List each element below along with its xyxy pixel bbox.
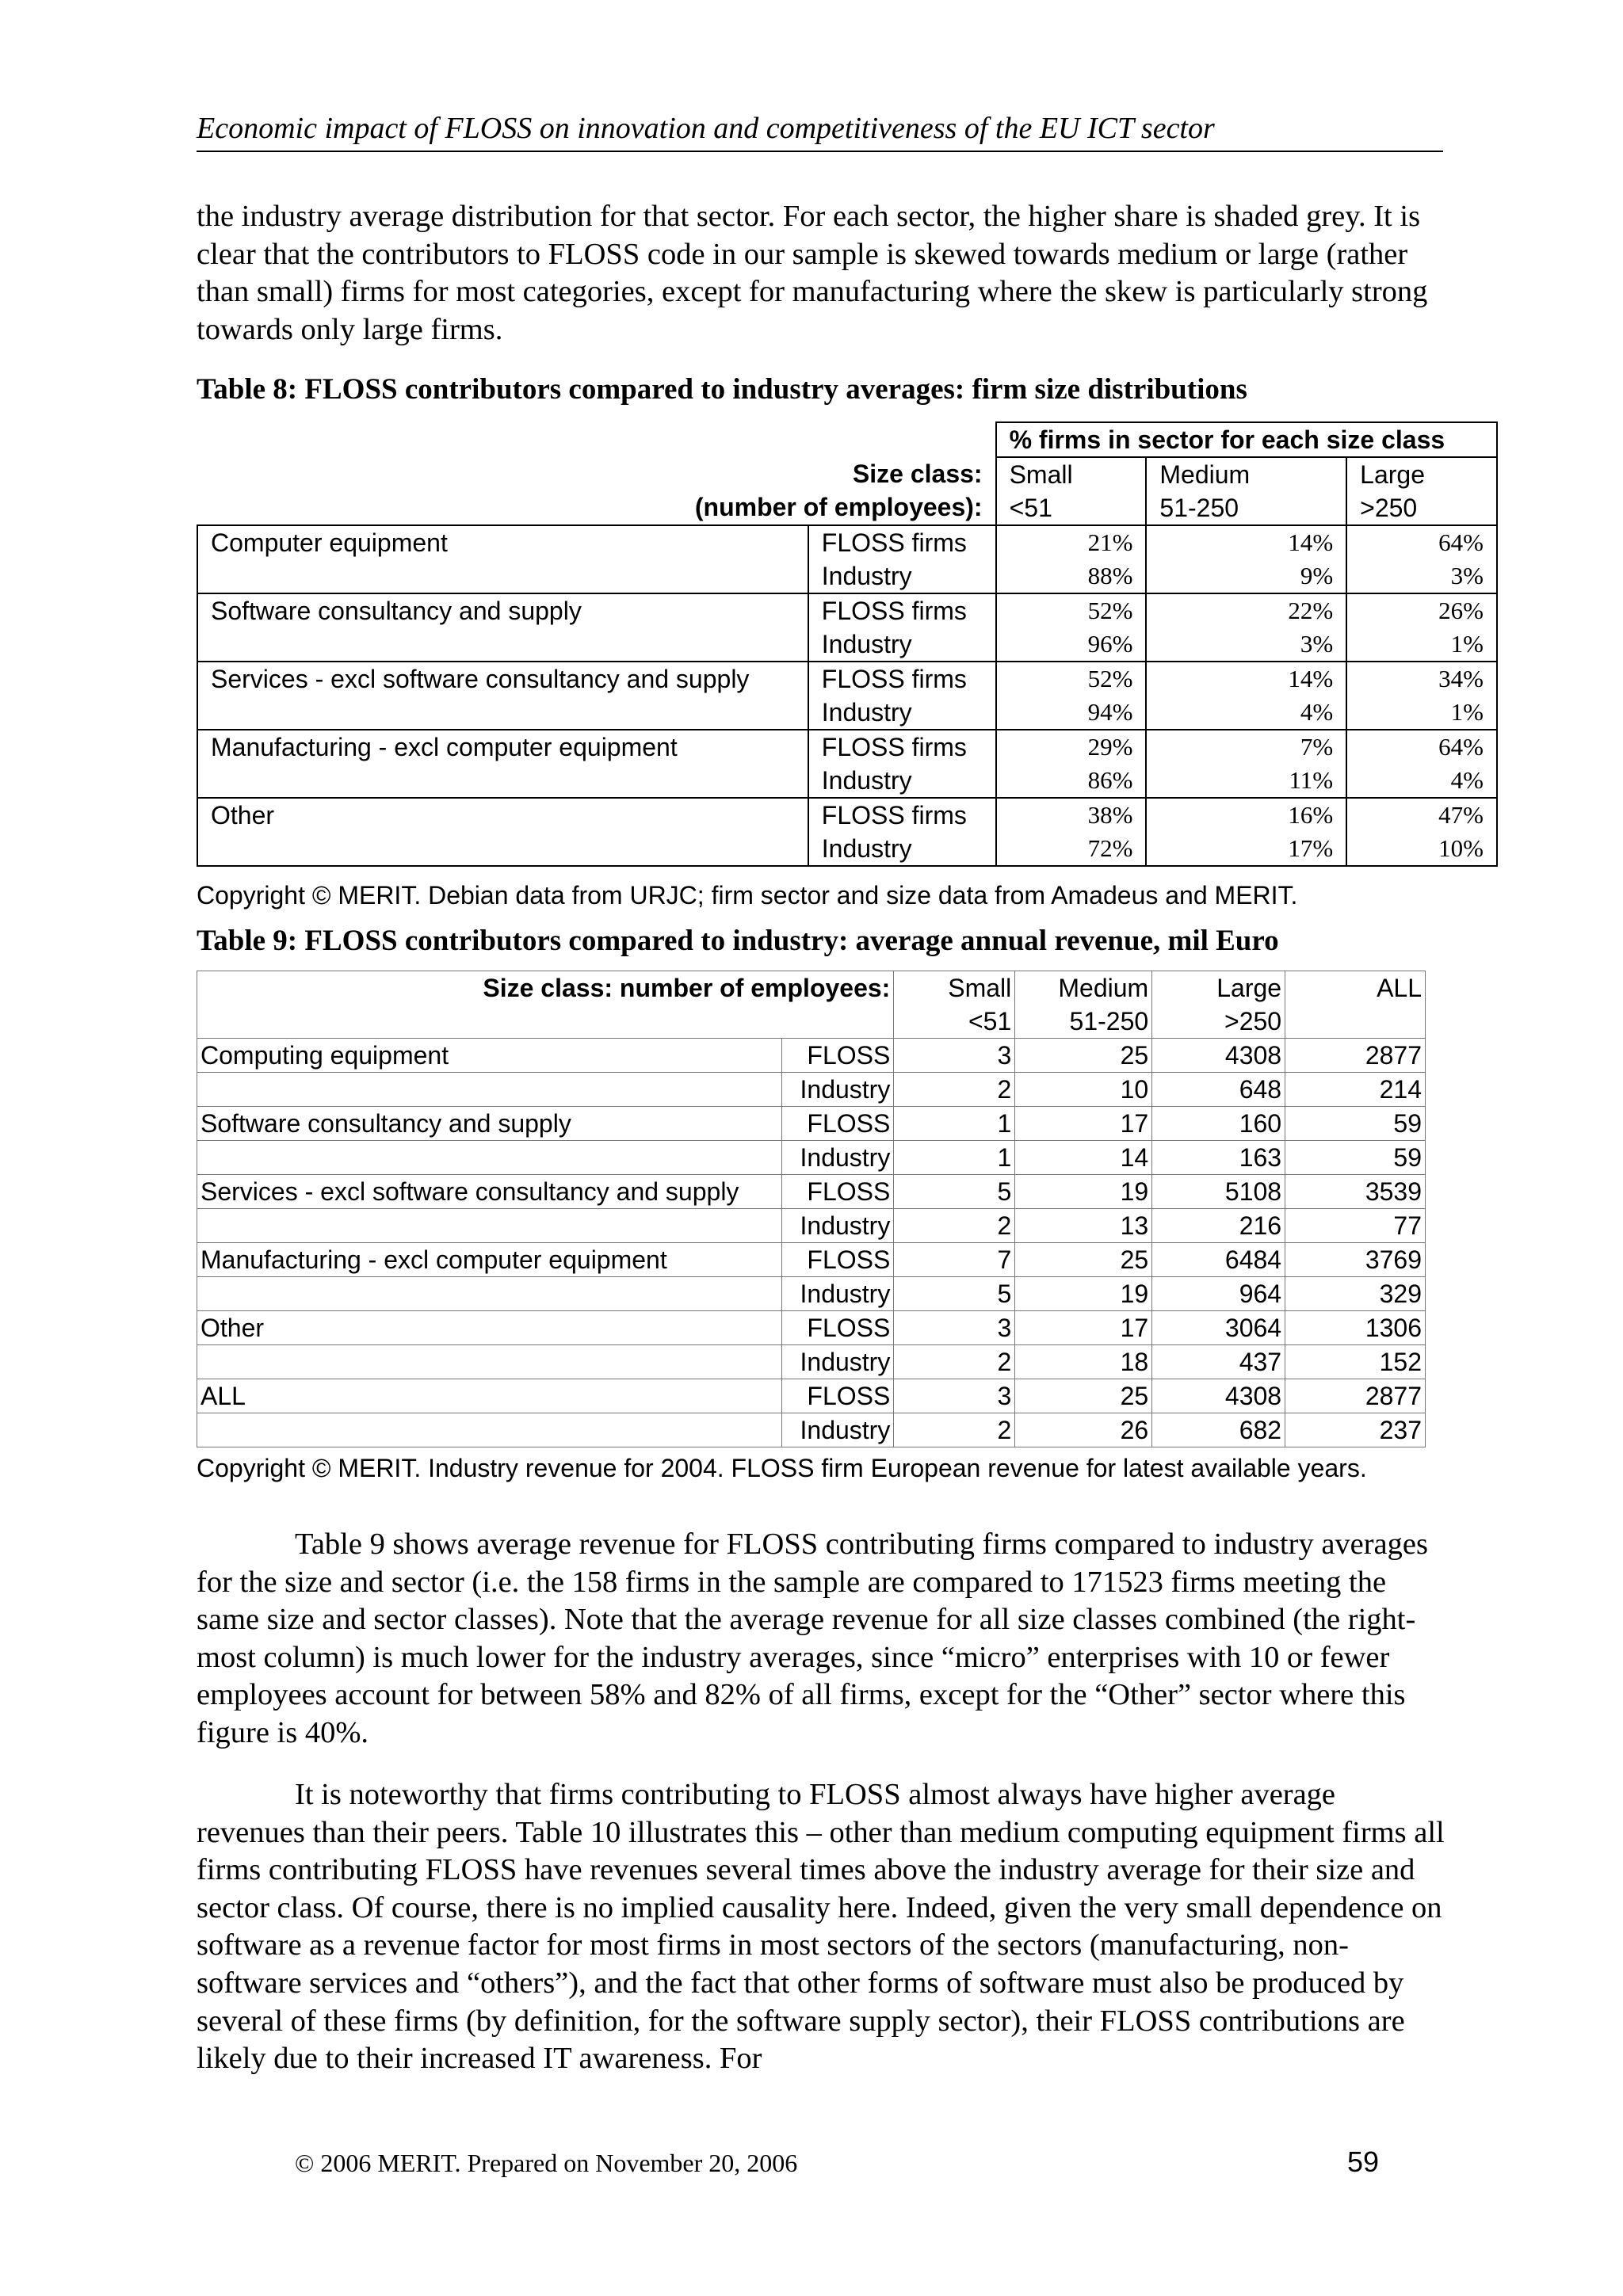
value-cell: 59 xyxy=(1285,1107,1426,1141)
value-cell: 17 xyxy=(1015,1107,1152,1141)
value-cell: 14 xyxy=(1015,1141,1152,1175)
table-row xyxy=(197,1039,1426,1073)
table9 xyxy=(197,971,1426,1447)
table-row xyxy=(197,1311,1426,1345)
row-type-label: Industry xyxy=(808,832,996,866)
value-cell: 72% xyxy=(996,832,1147,866)
value-cell: 16% xyxy=(1146,798,1346,832)
value-cell: 329 xyxy=(1285,1277,1426,1311)
value-cell: 18 xyxy=(1015,1345,1152,1379)
row-type-label: FLOSS firms xyxy=(808,525,996,559)
value-cell: 13 xyxy=(1015,1209,1152,1243)
value-cell: 214 xyxy=(1285,1073,1426,1107)
col-header-small xyxy=(894,971,1015,1039)
paragraph-2 xyxy=(197,1526,1449,1753)
value-cell: 3 xyxy=(894,1379,1015,1413)
col-header-large xyxy=(1346,457,1497,525)
value-cell: 25 xyxy=(1015,1243,1152,1277)
sector-label: Manufacturing - excl computer equipment xyxy=(197,730,808,764)
col-name: Small xyxy=(948,974,1012,1002)
value-cell: 94% xyxy=(996,696,1147,730)
table-row xyxy=(197,1379,1426,1413)
value-cell: 2 xyxy=(894,1209,1015,1243)
value-cell: 86% xyxy=(996,764,1147,798)
value-cell: 237 xyxy=(1285,1413,1426,1447)
table-row xyxy=(197,1073,1426,1107)
col-range: >250 xyxy=(1224,1007,1282,1035)
value-cell: 64% xyxy=(1346,730,1497,764)
value-cell: 2877 xyxy=(1285,1039,1426,1073)
footer-text: © 2006 MERIT. Prepared on November 20, 2006 xyxy=(295,2149,798,2177)
value-cell: 14% xyxy=(1146,662,1346,696)
table-row xyxy=(197,1413,1426,1447)
row-type-label: FLOSS xyxy=(782,1107,894,1141)
value-cell: 3064 xyxy=(1152,1311,1285,1345)
value-cell: 3% xyxy=(1146,627,1346,662)
table-row xyxy=(197,525,1497,559)
value-cell: 152 xyxy=(1285,1345,1426,1379)
row-type-label: FLOSS xyxy=(782,1311,894,1345)
value-cell: 38% xyxy=(996,798,1147,832)
table-row xyxy=(197,832,1497,866)
value-cell: 14% xyxy=(1146,525,1346,559)
row-type-label: Industry xyxy=(782,1141,894,1175)
value-cell: 2 xyxy=(894,1413,1015,1447)
row-type-label: Industry xyxy=(808,764,996,798)
value-cell: 7 xyxy=(894,1243,1015,1277)
value-cell: 1 xyxy=(894,1141,1015,1175)
sector-label: Other xyxy=(197,798,808,832)
paragraph-3 xyxy=(197,1776,1449,2078)
value-cell: 25 xyxy=(1015,1379,1152,1413)
value-cell: 11% xyxy=(1146,764,1346,798)
col-range: <51 xyxy=(1009,494,1052,522)
table-row xyxy=(197,593,1497,627)
value-cell: 17% xyxy=(1146,832,1346,866)
value-cell: 648 xyxy=(1152,1073,1285,1107)
sector-label: Other xyxy=(197,1311,782,1345)
table9-copyright: Copyright © MERIT. Industry revenue for 2004. FLOSS firm European revenue for latest available years. xyxy=(197,1454,1367,1482)
row-type-label: FLOSS xyxy=(782,1175,894,1209)
table9-caption: Table 9: FLOSS contributors compared to industry: average annual revenue, mil Euro xyxy=(197,925,1279,957)
value-cell: 88% xyxy=(996,559,1147,593)
table-row xyxy=(197,662,1497,696)
row-type-label: FLOSS xyxy=(782,1243,894,1277)
row-type-label: FLOSS xyxy=(782,1379,894,1413)
value-cell: 216 xyxy=(1152,1209,1285,1243)
table-row xyxy=(197,1243,1426,1277)
col-header-medium xyxy=(1015,971,1152,1039)
sector-label: Computer equipment xyxy=(197,525,808,559)
row-type-label: Industry xyxy=(808,559,996,593)
row-type-label: Industry xyxy=(782,1345,894,1379)
value-cell: 26% xyxy=(1346,593,1497,627)
value-cell: 2 xyxy=(894,1073,1015,1107)
row-type-label: Industry xyxy=(808,627,996,662)
value-cell: 5 xyxy=(894,1277,1015,1311)
col-name: Small xyxy=(1009,460,1073,489)
value-cell: 25 xyxy=(1015,1039,1152,1073)
table8 xyxy=(197,421,1498,867)
col-name: Large xyxy=(1216,974,1282,1002)
table9-size-label: Size class: number of employees: xyxy=(197,971,894,1039)
value-cell: 1% xyxy=(1346,627,1497,662)
value-cell: 3769 xyxy=(1285,1243,1426,1277)
table-row xyxy=(197,764,1497,798)
value-cell: 5108 xyxy=(1152,1175,1285,1209)
row-type-label: FLOSS xyxy=(782,1039,894,1073)
value-cell: 4308 xyxy=(1152,1379,1285,1413)
row-type-label: FLOSS firms xyxy=(808,730,996,764)
running-header: Economic impact of FLOSS on innovation and competitiveness of the EU ICT sector xyxy=(197,111,1443,152)
table-row xyxy=(197,1345,1426,1379)
table8-caption: Table 8: FLOSS contributors compared to industry averages: firm size distributions xyxy=(197,373,1247,406)
value-cell: 19 xyxy=(1015,1175,1152,1209)
table-row xyxy=(197,798,1497,832)
size-label-line1: Size class: xyxy=(852,460,983,488)
value-cell: 3 xyxy=(894,1039,1015,1073)
value-cell: 64% xyxy=(1346,525,1497,559)
value-cell: 59 xyxy=(1285,1141,1426,1175)
row-type-label: Industry xyxy=(782,1073,894,1107)
value-cell: 3539 xyxy=(1285,1175,1426,1209)
value-cell: 52% xyxy=(996,662,1147,696)
row-type-label: FLOSS firms xyxy=(808,798,996,832)
row-type-label: Industry xyxy=(782,1209,894,1243)
col-header-small xyxy=(996,457,1147,525)
value-cell: 47% xyxy=(1346,798,1497,832)
table-row xyxy=(197,1277,1426,1311)
row-type-label: Industry xyxy=(808,696,996,730)
sector-label: Software consultancy and supply xyxy=(197,593,808,627)
size-label-line2: (number of employees): xyxy=(694,493,983,521)
row-type-label: FLOSS firms xyxy=(808,662,996,696)
table-row xyxy=(197,627,1497,662)
value-cell: 29% xyxy=(996,730,1147,764)
value-cell: 2 xyxy=(894,1345,1015,1379)
sector-label: Computing equipment xyxy=(197,1039,782,1073)
value-cell: 22% xyxy=(1146,593,1346,627)
col-range: 51-250 xyxy=(1159,494,1239,522)
table8-size-label xyxy=(197,457,996,525)
table-row xyxy=(197,730,1497,764)
value-cell: 1% xyxy=(1346,696,1497,730)
value-cell: 3 xyxy=(894,1311,1015,1345)
table-row xyxy=(197,696,1497,730)
value-cell: 77 xyxy=(1285,1209,1426,1243)
sector-label: Software consultancy and supply xyxy=(197,1107,782,1141)
row-type-label: Industry xyxy=(782,1277,894,1311)
col-range: <51 xyxy=(968,1007,1012,1035)
table8-copyright: Copyright © MERIT. Debian data from URJC; firm sector and size data from Amadeus and MERIT. xyxy=(197,881,1298,910)
value-cell: 1 xyxy=(894,1107,1015,1141)
table-row xyxy=(197,559,1497,593)
col-header-large xyxy=(1152,971,1285,1039)
value-cell: 4% xyxy=(1146,696,1346,730)
value-cell: 10% xyxy=(1346,832,1497,866)
col-name: Medium xyxy=(1058,974,1149,1002)
col-name: ALL xyxy=(1377,974,1422,1002)
sector-label: ALL xyxy=(197,1379,782,1413)
value-cell: 4308 xyxy=(1152,1039,1285,1073)
col-header-medium xyxy=(1146,457,1346,525)
value-cell: 96% xyxy=(996,627,1147,662)
value-cell: 682 xyxy=(1152,1413,1285,1447)
value-cell: 10 xyxy=(1015,1073,1152,1107)
value-cell: 19 xyxy=(1015,1277,1152,1311)
value-cell: 52% xyxy=(996,593,1147,627)
paragraph-2-text: Table 9 shows average revenue for FLOSS contributing firms compared to industry averages for the size and sector (i.e. the 158 firms in the sample are compared to 171523 firms meeting the same size and sector classes). Note that the average revenue for all size classes combined (the right-most column) is much lower for the industry averages, since “micro” enterprises with 10 or fewer employees account for between 58% and 82% of all firms, except for the “Other” sector where this figure is 40%. xyxy=(197,1527,1428,1749)
table-row xyxy=(197,1141,1426,1175)
table-row xyxy=(197,1209,1426,1243)
value-cell: 9% xyxy=(1146,559,1346,593)
paragraph-3-text: It is noteworthy that firms contributing to FLOSS almost always have higher average revenues than their peers. Table 10 illustrates this – other than medium computing equipment firms all firms contributing FLOSS have revenues several times above the industry average for their size and sector class. Of course, there is no implied causality here. Indeed, given the very small dependence on software as a revenue factor for most firms in most sectors of the sectors (manufacturing, non-software services and “others”), and the fact that other forms of software must also be produced by several of these firms (by definition, for the software supply sector), their FLOSS contributions are likely due to their increased IT awareness. For xyxy=(197,1778,1445,2076)
sector-label: Manufacturing - excl computer equipment xyxy=(197,1243,782,1277)
value-cell: 2877 xyxy=(1285,1379,1426,1413)
value-cell: 160 xyxy=(1152,1107,1285,1141)
table8-group-header: % firms in sector for each size class xyxy=(996,422,1497,457)
row-type-label: FLOSS firms xyxy=(808,593,996,627)
intro-paragraph-text: the industry average distribution for that sector. For each sector, the higher share is shaded grey. It is clear that the contributors to FLOSS code in our sample is skewed towards medium or large (rather than small) firms for most categories, except for manufacturing where the skew is particularly strong towards only large firms. xyxy=(197,200,1428,346)
col-range: 51-250 xyxy=(1069,1007,1149,1035)
value-cell: 964 xyxy=(1152,1277,1285,1311)
value-cell: 5 xyxy=(894,1175,1015,1209)
value-cell: 7% xyxy=(1146,730,1346,764)
value-cell: 1306 xyxy=(1285,1311,1426,1345)
row-type-label: Industry xyxy=(782,1413,894,1447)
value-cell: 437 xyxy=(1152,1345,1285,1379)
page-number: 59 xyxy=(1347,2145,1380,2178)
intro-paragraph xyxy=(197,198,1449,349)
col-header-all xyxy=(1285,971,1426,1039)
col-name: Medium xyxy=(1159,460,1251,489)
value-cell: 3% xyxy=(1346,559,1497,593)
value-cell: 34% xyxy=(1346,662,1497,696)
table-row xyxy=(197,1107,1426,1141)
col-range: >250 xyxy=(1360,494,1418,522)
value-cell: 17 xyxy=(1015,1311,1152,1345)
value-cell: 26 xyxy=(1015,1413,1152,1447)
value-cell: 6484 xyxy=(1152,1243,1285,1277)
table-row xyxy=(197,1175,1426,1209)
value-cell: 21% xyxy=(996,525,1147,559)
sector-label: Services - excl software consultancy and supply xyxy=(197,1175,782,1209)
value-cell: 4% xyxy=(1346,764,1497,798)
value-cell: 163 xyxy=(1152,1141,1285,1175)
sector-label: Services - excl software consultancy and supply xyxy=(197,662,808,696)
col-name: Large xyxy=(1360,460,1425,489)
